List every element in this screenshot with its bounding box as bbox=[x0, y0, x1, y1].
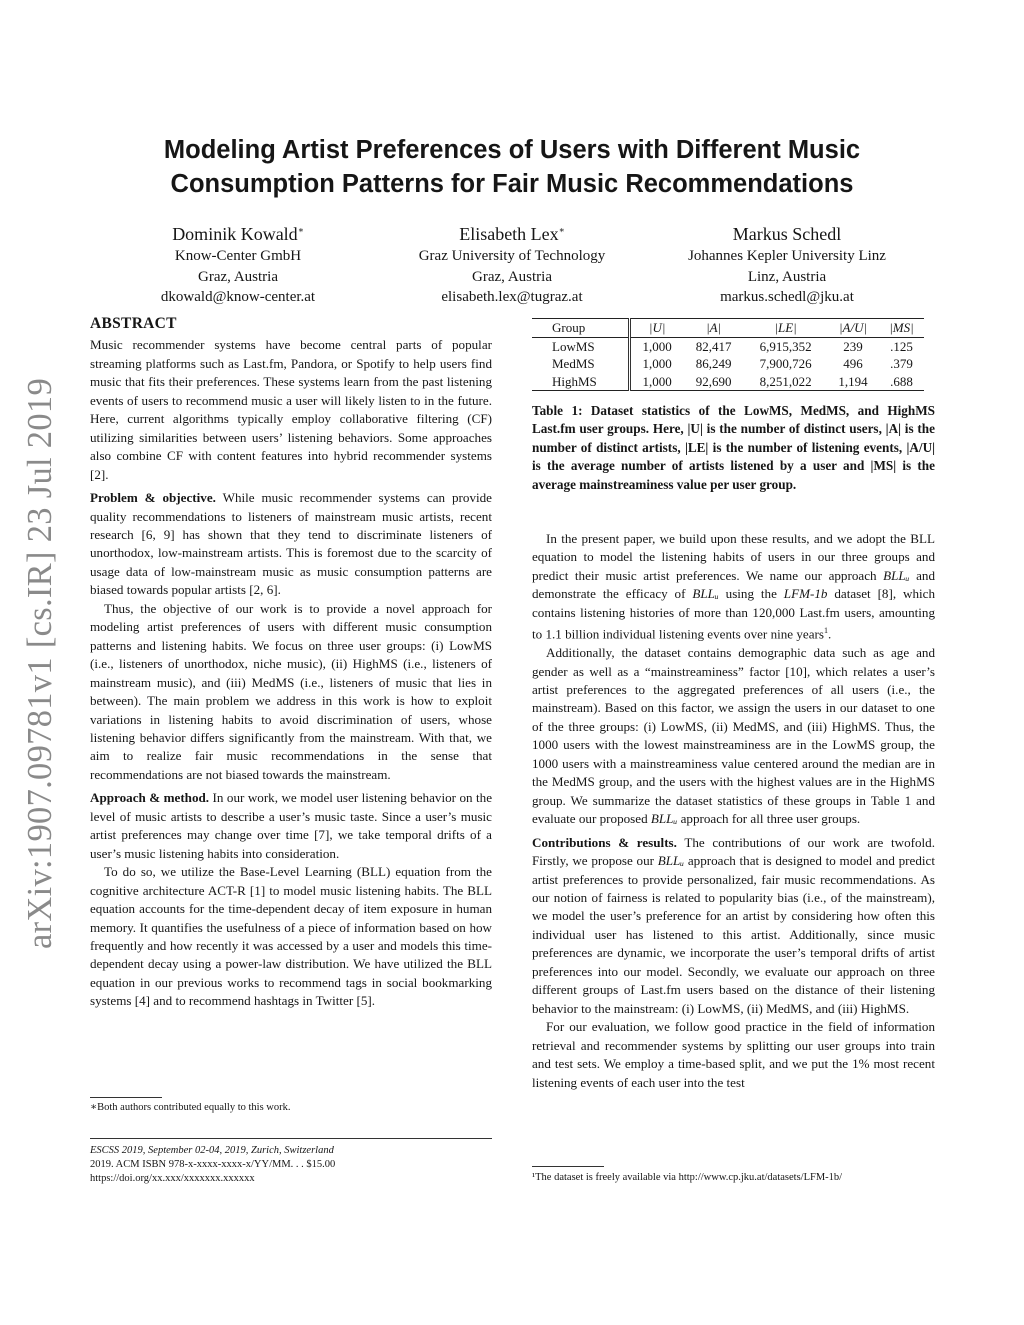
table-header: |MS| bbox=[879, 319, 924, 338]
table-cell: 1,194 bbox=[827, 373, 879, 391]
objective-paragraph: Thus, the objective of our work is to provide a novel approach for modeling artist preferences of users with different music consumption patterns and listening habits. We focus on three user groups: (i) LowMS (i.e., listeners of unorthodox, niche music), (ii) HighMS (i.e., listeners of mainstream music), and (iii) MedMS (i.e., listeners of music that lies in between). The main problem we address in this work is how to exploit variations in listening habits to avoid discrimination of users, whose listening behavior differs significantly from the mainstream. With that, we aim to realize fair music recommendations in the sense that recommendations are not biased towards the mainstream. bbox=[90, 600, 492, 782]
table-header: Group bbox=[532, 319, 630, 338]
table-row bbox=[532, 373, 924, 391]
conference-rule bbox=[90, 1138, 492, 1139]
author-location: Graz, Austria bbox=[472, 268, 552, 285]
table-header: |LE| bbox=[744, 319, 827, 338]
table-cell: 92,690 bbox=[683, 373, 744, 391]
author-name: Markus Schedl bbox=[732, 224, 842, 244]
approach-text: In our work, we model user listening behavior on the level of music artists to describe a user’s music taste. Since a user’s music artist preferences may change over time [7], we take temporal drifts of a user’s music listening habits into consideration. bbox=[90, 790, 493, 861]
table-header: |A/U| bbox=[827, 319, 879, 338]
approach-heading: Approach & method. bbox=[90, 790, 210, 806]
author-email: markus.schedl@jku.at bbox=[720, 289, 854, 305]
author-name: Elisabeth Lex∗ bbox=[459, 224, 565, 244]
table-cell: 82,417 bbox=[695, 338, 732, 354]
conference-venue: ESCSS 2019, September 02-04, 2019, Zurich, Switzerland bbox=[90, 1145, 334, 1156]
table-cell: 8,251,022 bbox=[744, 373, 827, 391]
table-cell: 1,000 bbox=[630, 373, 684, 391]
author-org: Know-Center GmbH bbox=[174, 248, 302, 264]
table-cell: 86,249 bbox=[695, 356, 732, 371]
present-paragraph: In the present paper, we build upon these results, and we adopt the BLL equation to model the listening habits of users in our three groups and predict their music artist preferences. We name our approach BLLᵤ and demonstrate the efficacy of BLLᵤ using the LFM-1b dataset [8], which contains listening histories of more than 120,000 Last.fm users, amounting to 1.1 billion individual listening events over nine years$^1$. bbox=[532, 531, 935, 642]
stats-table bbox=[532, 318, 924, 391]
author-2 bbox=[367, 219, 657, 308]
author-org: Graz University of Technology bbox=[418, 248, 606, 264]
author-org: Johannes Kepler University Linz bbox=[688, 248, 886, 264]
author-3 bbox=[642, 219, 932, 308]
table-cell: 496 bbox=[843, 356, 863, 371]
title-line-2: Consumption Patterns for Fair Music Recommendations bbox=[170, 170, 854, 198]
author-email: elisabeth.lex@tugraz.at bbox=[441, 289, 583, 305]
problem-text: While music recommender systems can provide quality recommendations to listeners of mainstream music artists, recent research [6, 9] has shown that they tend to discriminate listeners of unorthodox, low-mainstream artists. This is foremost due to the scarcity of usage data of low-mainstream music as music consumption patterns are biased towards popular artists [2, 6]. bbox=[90, 490, 492, 598]
table-cell: LowMS bbox=[532, 337, 630, 355]
table-row bbox=[532, 355, 924, 373]
author-name: Dominik Kowald∗ bbox=[172, 224, 304, 244]
table-cell: 1,000 bbox=[642, 338, 672, 354]
approach-paragraph bbox=[90, 789, 492, 863]
table-cell: .379 bbox=[890, 356, 913, 371]
abstract-text: Music recommender systems have become central parts of popular streaming platforms such as Last.fm, Pandora, or Spotify to help users find music that fits their preferences. These systems learn from the past listening events of users to recommend music a user will likely listen to in the future. Here, current algorithms typically employ collaborative filtering (CF) utilizing similarities between users’ listening behaviors. Some approaches also combine CF with content features into hybrid recommender systems [2]. bbox=[90, 337, 492, 482]
table-row bbox=[532, 337, 924, 355]
evaluation-paragraph: For our evaluation, we follow good practice in the field of information retrieval and recommender systems by splitting our user groups into train and test sets. We employ a time-based split, and we put the 1% most recent listening events of each user into the test bbox=[532, 1019, 935, 1090]
footnote-rule bbox=[90, 1097, 162, 1098]
author-1 bbox=[93, 219, 383, 308]
problem-heading: Problem & objective. bbox=[90, 490, 216, 506]
author-location: Graz, Austria bbox=[198, 268, 278, 285]
bll-paragraph: To do so, we utilize the Base-Level Learning (BLL) equation from the cognitive architecture ACT-R [1] to model music listening habits. The BLL equation accounts for the time-dependent decay of item exposure in human memory. It quantifies the usefulness of a piece of information based on how frequently and how recently it was accessed by a user and models this time-dependent decay using a power-law distribution. We have utilized the BLL equation in our previous works to recommend tags in social bookmarking systems [4] and to recommend hashtags in Twitter [5]. bbox=[90, 864, 492, 1009]
arxiv-stamp bbox=[20, 378, 60, 948]
table-cell: .125 bbox=[890, 338, 913, 354]
problem-paragraph bbox=[90, 489, 492, 600]
contributions-paragraph: Contributions & results. The contributions of our work are twofold. Firstly, we propose our BLLᵤ approach that is designed to model and predict artist preferences to provide personalized, fair music recommendations. As our notion of fairness is related to popularity bias (i.e., of the mainstream), we model the user’s preference for an artist by considering how often this individual user has listened to this artist. Additionally, since music preferences are dynamic, we incorporate the user’s temporal drifts of artist preferences into our model. Secondly, we evaluate our approach on three different groups of Last.fm users based on the distance of their listening behavior to the mainstream: (i) LowMS, (ii) MedMS, and (iii) HighMS. bbox=[532, 834, 935, 1016]
groups-paragraph: Additionally, the dataset contains demographic data such as age and gender as well as a “mainstreaminess” factor [10], which relates a user’s artist preferences to the aggregated preferences of all users (i.e., the mainstream). Based on this factor, we assign the users in our dataset to one of the three groups: (i) LowMS, (ii) MedMS, and (iii) HighMS. Thus, the 1000 users with the lowest mainstreaminess are in the LowMS group, the 1000 users with a mainstreaminess value centered around the median are in the MedMS group, and the users with the highest values are in the HighMS group. We summarize the dataset statistics of these groups in Table 1 and evaluate our proposed BLLᵤ approach for all three user groups. bbox=[532, 645, 935, 827]
dataset-footnote: ¹The dataset is freely available via http://www.cp.jku.at/datasets/LFM-1b/ bbox=[532, 1172, 843, 1183]
right-column bbox=[532, 530, 935, 1092]
author-location: Linz, Austria bbox=[747, 268, 827, 285]
table-cell: 6,915,352 bbox=[759, 338, 812, 354]
table-cell: MedMS bbox=[532, 355, 630, 373]
author-email: dkowald@know-center.at bbox=[160, 289, 316, 305]
dataset-footnote-rule bbox=[532, 1166, 604, 1167]
conference-isbn: 2019. ACM ISBN 978-x-xxxx-xxxx-x/YY/MM. . . $15.00 bbox=[90, 1159, 336, 1170]
table-cell: .688 bbox=[879, 373, 924, 391]
abstract-heading: ABSTRACT bbox=[90, 315, 177, 332]
arxiv-stamp-text: arXiv:1907.09781v1 [cs.IR] 23 Jul 2019 bbox=[20, 377, 59, 949]
author-footnote: ∗Both authors contributed equally to this work. bbox=[90, 1102, 291, 1113]
table-header-row bbox=[532, 319, 924, 338]
table-header: |U| bbox=[630, 319, 684, 338]
title-line-1: Modeling Artist Preferences of Users with Different Music bbox=[163, 136, 861, 164]
table-cell: 239 bbox=[843, 338, 863, 354]
left-column bbox=[90, 315, 492, 1011]
paper-title bbox=[80, 133, 944, 201]
table-cell: 7,900,726 bbox=[759, 356, 812, 371]
contributions-heading: Contributions & results. bbox=[532, 834, 677, 850]
table-cell: 1,000 bbox=[642, 356, 672, 371]
table-header: |A| bbox=[683, 319, 744, 338]
table-cell: HighMS bbox=[532, 373, 630, 391]
table-caption: Table 1: Dataset statistics of the LowMS, MedMS, and HighMS Last.fm user groups. Here, |U| is the number of distinct users, |A| is the number of distinct artists, |LE| is the number of listening events, |A/U| is the average number of artists listened by a user and |MS| is the average mainstreaminess value per user group. bbox=[532, 403, 935, 492]
conference-doi: https://doi.org/xx.xxx/xxxxxxx.xxxxxx bbox=[90, 1173, 255, 1184]
